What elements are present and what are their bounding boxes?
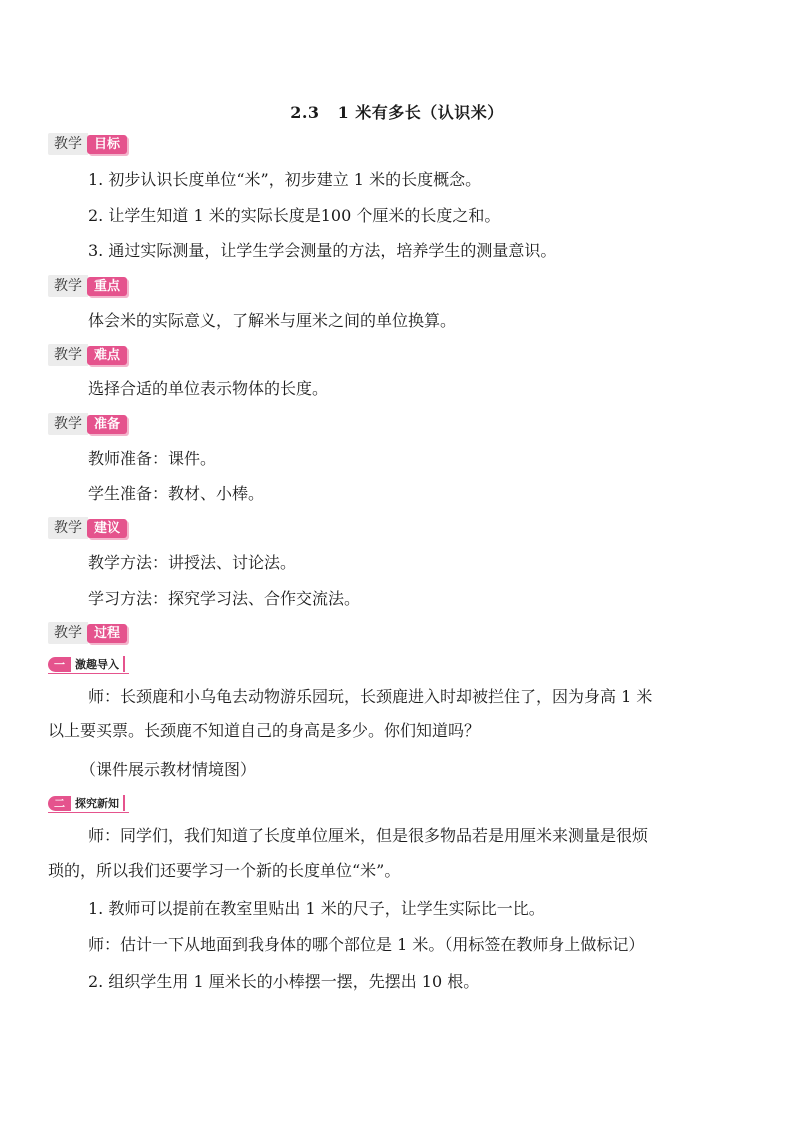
- section-tag-hard: [48, 344, 127, 366]
- prep-student: 学生准备：教材、小棒。: [88, 484, 265, 503]
- section-tag-prefix: 教学: [48, 275, 88, 297]
- title-number: 2.3: [290, 103, 320, 122]
- explore-item-1: 1. 教师可以提前在教室里贴出 1 米的尺子，让学生实际比一比。: [88, 899, 545, 918]
- goal-item-3: 3. 通过实际测量，让学生学会测量的方法，培养学生的测量意识。: [88, 241, 557, 260]
- section-tag-key: [48, 275, 127, 297]
- explore-teacher-line: 师：估计一下从地面到我身体的哪个部位是 1 米。（用标签在教师身上做标记）: [88, 935, 645, 954]
- key-point-text: 体会米的实际意义，了解米与厘米之间的单位换算。: [88, 311, 457, 330]
- section-tag-prefix: 教学: [48, 622, 88, 644]
- advice-teaching-method: 教学方法：讲授法、讨论法。: [88, 553, 297, 572]
- difficulty-text: 选择合适的单位表示物体的长度。: [88, 379, 329, 398]
- section-tag-label: 目标: [87, 135, 127, 154]
- intro-note: （课件展示教材情境图）: [80, 760, 257, 779]
- section-tag-label: 建议: [87, 519, 127, 538]
- prep-teacher: 教师准备：课件。: [88, 449, 217, 468]
- section-tag-advice: [48, 517, 127, 539]
- section-tag-process: [48, 622, 127, 644]
- intro-paragraph-line-2: 以上要买票。长颈鹿不知道自己的身高是多少。你们知道吗？: [48, 721, 481, 740]
- section-tag-prefix: 教学: [48, 517, 88, 539]
- section-tag-label: 过程: [87, 624, 127, 643]
- section-tag-label: 重点: [87, 277, 127, 296]
- explore-paragraph-line-1: 师：同学们，我们知道了长度单位厘米，但是很多物品若是用厘米来测量是很烦: [88, 826, 649, 845]
- intro-paragraph-line-1: 师：长颈鹿和小乌龟去动物游乐园玩，长颈鹿进入时却被拦住了，因为身高 1 米: [88, 687, 653, 706]
- step-tag-explore: [48, 794, 129, 813]
- section-tag-prep: [48, 413, 127, 435]
- title-text: 1 米有多长（认识米）: [337, 103, 504, 122]
- section-tag-label: 难点: [87, 346, 127, 365]
- step-label: 探究新知: [75, 797, 119, 810]
- section-tag-prefix: 教学: [48, 133, 88, 155]
- goal-item-2: 2. 让学生知道 1 米的实际长度是100 个厘米的长度之和。: [88, 206, 501, 225]
- step-badge: 二: [48, 796, 71, 811]
- page-title: [0, 100, 794, 123]
- step-label: 激趣导入: [75, 658, 119, 671]
- goal-item-1: 1. 初步认识长度单位“米”，初步建立 1 米的长度概念。: [88, 170, 482, 189]
- explore-paragraph-line-2: 琐的，所以我们还要学习一个新的长度单位“米”。: [48, 861, 401, 880]
- section-tag-prefix: 教学: [48, 413, 88, 435]
- advice-learning-method: 学习方法：探究学习法、合作交流法。: [88, 589, 361, 608]
- step-tag-edge: [123, 656, 125, 672]
- section-tag-label: 准备: [87, 415, 127, 434]
- explore-item-2: 2. 组织学生用 1 厘米长的小棒摆一摆，先摆出 10 根。: [88, 972, 480, 991]
- section-tag-goal: [48, 133, 127, 155]
- step-tag-edge: [123, 795, 125, 811]
- section-tag-prefix: 教学: [48, 344, 88, 366]
- step-tag-intro: [48, 655, 129, 674]
- step-badge: 一: [48, 657, 71, 672]
